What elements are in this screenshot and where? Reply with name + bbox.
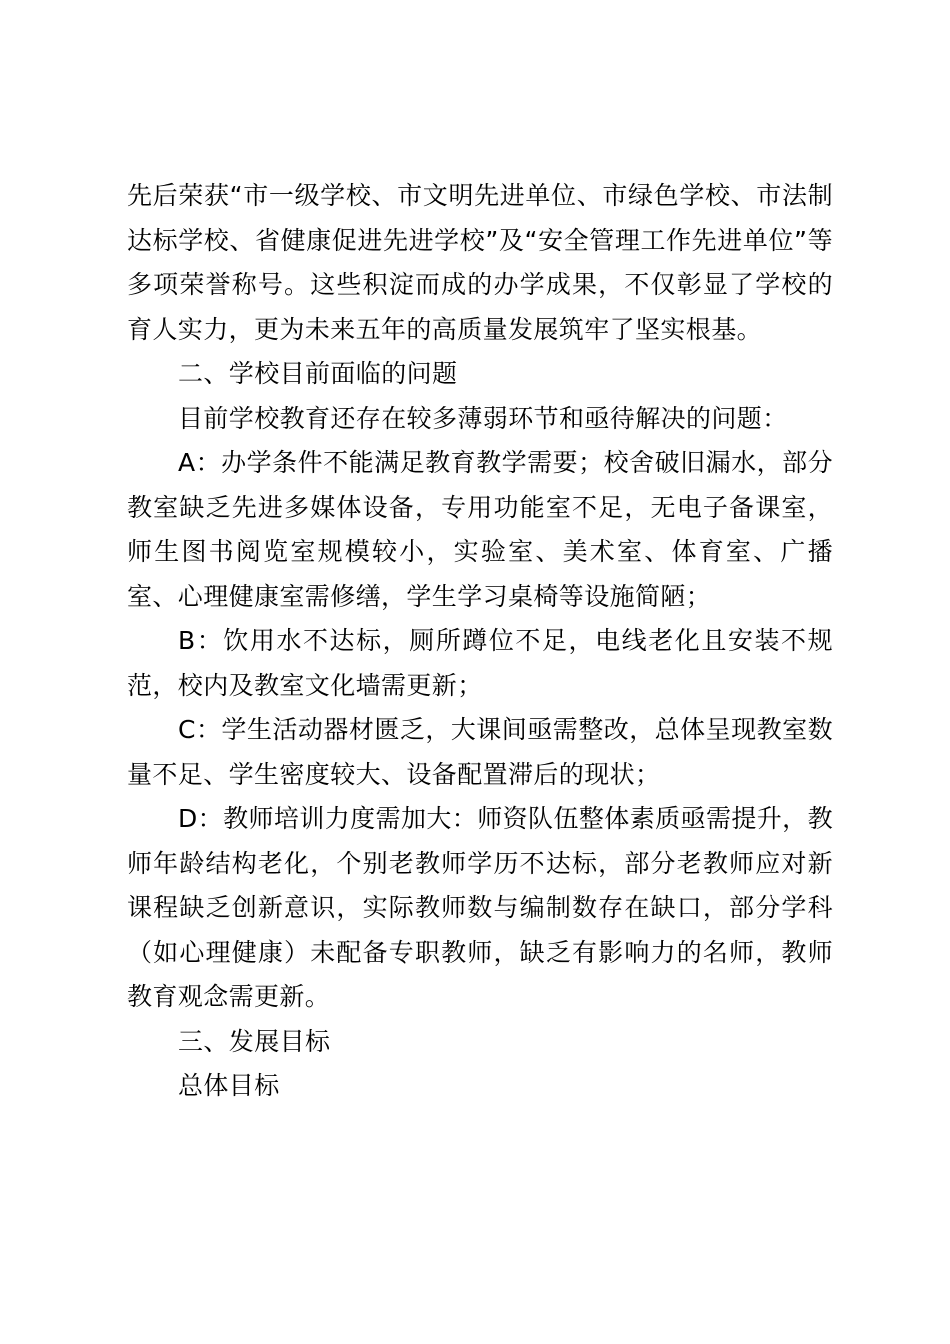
body-paragraph-item-c: C：学生活动器材匮乏，大课间亟需整改，总体呈现教室数量不足、学生密度较大、设备配置滞后的现状； bbox=[127, 715, 833, 789]
section-heading-problems: 二、学校目前面临的问题 bbox=[178, 359, 458, 388]
body-paragraph-item-d: D：教师培训力度需加大：师资队伍整体素质亟需提升，教师年龄结构老化，个别老教师学历不达标，部分老教师应对新课程缺乏创新意识，实际教师数与编制数存在缺口，部分学科（如心理健康）未配备专职教师，缺乏有影响力的名师，教师教育观念需更新。 bbox=[127, 804, 833, 1011]
body-paragraph-item-a: A：办学条件不能满足教育教学需要；校舍破旧漏水，部分教室缺乏先进多媒体设备，专用功能室不足，无电子备课室，师生图书阅览室规模较小，实验室、美术室、体育室、广播室、心理健康室需修缮，学生学习桌椅等设施简陋； bbox=[127, 448, 833, 611]
document-body bbox=[127, 174, 833, 1109]
section-heading-goals: 三、发展目标 bbox=[178, 1026, 331, 1056]
body-paragraph-item-b: B：饮用水不达标，厕所蹲位不足，电线老化且安装不规范，校内及教室文化墙需更新； bbox=[127, 626, 833, 700]
body-paragraph-honors: 先后荣获“市一级学校、市文明先进单位、市绿色学校、市法制达标学校、省健康促进先进学校”及“安全管理工作先进单位”等多项荣誉称号。这些积淀而成的办学成果，不仅彰显了学校的育人实力，更为未来五年的高质量发展筑牢了坚实根基。 bbox=[127, 181, 833, 344]
subheading-overall-goal: 总体目标 bbox=[178, 1071, 280, 1100]
body-paragraph-problems-intro: 目前学校教育还存在较多薄弱环节和亟待解决的问题： bbox=[178, 403, 788, 433]
